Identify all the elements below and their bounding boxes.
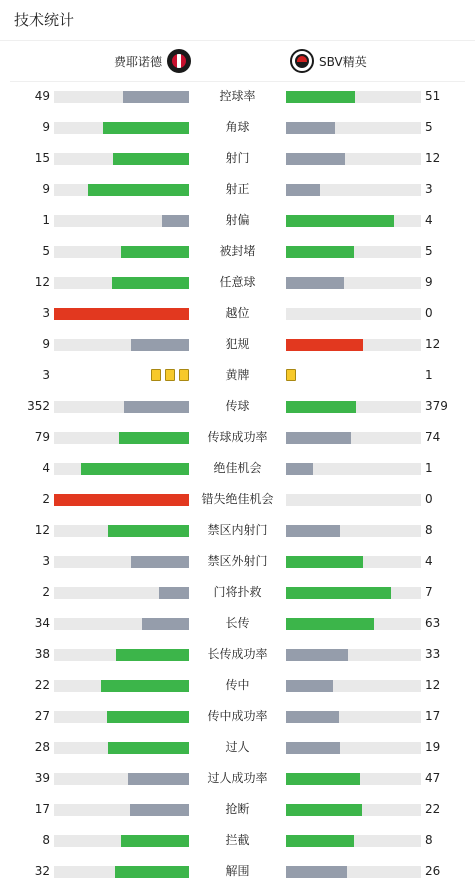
away-bar-track bbox=[286, 525, 421, 537]
stat-row bbox=[0, 856, 475, 887]
stat-row bbox=[0, 639, 475, 670]
home-bar-fill bbox=[112, 277, 189, 289]
away-bar-track bbox=[286, 153, 421, 165]
home-bar-fill bbox=[101, 680, 189, 692]
home-stat-value: 34 bbox=[34, 616, 50, 630]
stat-row bbox=[0, 484, 475, 515]
yellow-card-icon bbox=[179, 369, 189, 381]
away-bar-fill bbox=[286, 339, 363, 351]
stat-label: 过人 bbox=[225, 740, 250, 754]
home-bar-fill bbox=[159, 587, 189, 599]
home-bar-fill bbox=[54, 494, 189, 506]
away-stat-value: 1 bbox=[425, 368, 433, 382]
away-stat-value: 5 bbox=[425, 120, 433, 134]
stat-label: 长传 bbox=[225, 616, 250, 630]
home-bar-fill bbox=[108, 525, 189, 537]
away-bar-track bbox=[286, 804, 421, 816]
stat-row bbox=[0, 546, 475, 577]
away-bar-track bbox=[286, 773, 421, 785]
stat-row bbox=[0, 391, 475, 422]
away-stat-value: 51 bbox=[425, 89, 441, 103]
home-bar-track bbox=[54, 835, 189, 847]
away-bar-track bbox=[286, 742, 421, 754]
home-bar-track bbox=[54, 184, 189, 196]
home-stat-value: 5 bbox=[42, 244, 50, 258]
away-yellow-cards bbox=[286, 369, 296, 382]
away-bar-fill bbox=[286, 246, 354, 258]
away-bar-track bbox=[286, 494, 421, 506]
home-bar-track bbox=[54, 556, 189, 568]
away-stat-value: 19 bbox=[425, 740, 441, 754]
home-bar-fill bbox=[107, 711, 189, 723]
away-bar-track bbox=[286, 277, 421, 289]
stat-row bbox=[0, 174, 475, 205]
away-bar-track bbox=[286, 246, 421, 258]
away-stat-value: 12 bbox=[425, 151, 441, 165]
stat-label: 射门 bbox=[225, 151, 250, 165]
stat-label: 被封堵 bbox=[219, 244, 256, 258]
home-stat-value: 12 bbox=[34, 523, 50, 537]
away-bar-fill bbox=[286, 587, 391, 599]
away-stat-value: 22 bbox=[425, 802, 441, 816]
home-stat-value: 9 bbox=[42, 337, 50, 351]
home-bar-fill bbox=[113, 153, 189, 165]
home-bar-fill bbox=[128, 773, 189, 785]
away-stat-value: 12 bbox=[425, 337, 441, 351]
stat-row bbox=[0, 205, 475, 236]
away-team-header bbox=[290, 48, 367, 74]
away-bar-track bbox=[286, 308, 421, 320]
stat-label: 抢断 bbox=[225, 802, 250, 816]
home-stat-value: 3 bbox=[42, 306, 50, 320]
away-stat-value: 3 bbox=[425, 182, 433, 196]
home-bar-track bbox=[54, 308, 189, 320]
away-bar-fill bbox=[286, 432, 351, 444]
stat-row bbox=[0, 608, 475, 639]
stat-row bbox=[0, 112, 475, 143]
stat-label: 犯规 bbox=[225, 337, 250, 351]
away-bar-fill bbox=[286, 556, 363, 568]
away-bar-track bbox=[286, 432, 421, 444]
stat-label: 射偏 bbox=[225, 213, 250, 227]
away-bar-fill bbox=[286, 680, 333, 692]
home-stat-value: 4 bbox=[42, 461, 50, 475]
stat-row bbox=[0, 143, 475, 174]
home-bar-track bbox=[54, 649, 189, 661]
stat-row bbox=[0, 267, 475, 298]
stat-row bbox=[0, 701, 475, 732]
stat-label: 禁区内射门 bbox=[207, 523, 268, 537]
home-bar-track bbox=[54, 339, 189, 351]
stat-row bbox=[0, 360, 475, 391]
away-bar-fill bbox=[286, 742, 340, 754]
stat-label: 绝佳机会 bbox=[213, 461, 262, 475]
away-stat-value: 4 bbox=[425, 554, 433, 568]
away-bar-track bbox=[286, 618, 421, 630]
away-stat-value: 7 bbox=[425, 585, 433, 599]
stat-row bbox=[0, 236, 475, 267]
stat-label: 拦截 bbox=[225, 833, 250, 847]
home-bar-track bbox=[54, 773, 189, 785]
away-bar-fill bbox=[286, 277, 344, 289]
home-bar-track bbox=[54, 587, 189, 599]
home-bar-track bbox=[54, 215, 189, 227]
stat-label: 传球 bbox=[225, 399, 250, 413]
home-stat-value: 49 bbox=[34, 89, 50, 103]
home-stat-value: 2 bbox=[42, 492, 50, 506]
home-bar-fill bbox=[115, 866, 189, 878]
stat-label: 传中 bbox=[225, 678, 250, 692]
away-stat-value: 0 bbox=[425, 492, 433, 506]
title-divider bbox=[0, 40, 475, 41]
away-bar-track bbox=[286, 866, 421, 878]
stat-row bbox=[0, 577, 475, 608]
away-bar-fill bbox=[286, 649, 348, 661]
away-stat-value: 47 bbox=[425, 771, 441, 785]
away-bar-track bbox=[286, 711, 421, 723]
away-bar-fill bbox=[286, 804, 362, 816]
home-stat-value: 28 bbox=[34, 740, 50, 754]
home-bar-fill bbox=[130, 804, 189, 816]
home-bar-fill bbox=[81, 463, 189, 475]
stat-row bbox=[0, 763, 475, 794]
away-bar-track bbox=[286, 401, 421, 413]
home-stat-value: 9 bbox=[42, 120, 50, 134]
stat-label: 控球率 bbox=[219, 89, 256, 103]
away-stat-value: 17 bbox=[425, 709, 441, 723]
away-bar-fill bbox=[286, 835, 354, 847]
away-stat-value: 9 bbox=[425, 275, 433, 289]
away-stat-value: 1 bbox=[425, 461, 433, 475]
home-bar-track bbox=[54, 463, 189, 475]
home-bar-fill bbox=[123, 91, 189, 103]
home-bar-fill bbox=[162, 215, 189, 227]
away-bar-track bbox=[286, 587, 421, 599]
home-bar-fill bbox=[88, 184, 189, 196]
home-bar-track bbox=[54, 494, 189, 506]
home-stat-value: 17 bbox=[34, 802, 50, 816]
page-title: 技术统计 bbox=[14, 11, 75, 29]
away-stat-value: 74 bbox=[425, 430, 441, 444]
home-bar-fill bbox=[131, 556, 189, 568]
stat-row bbox=[0, 329, 475, 360]
away-bar-track bbox=[286, 463, 421, 475]
away-bar-fill bbox=[286, 153, 345, 165]
home-stat-value: 352 bbox=[27, 399, 50, 413]
stat-row bbox=[0, 515, 475, 546]
home-yellow-cards bbox=[151, 369, 189, 382]
home-bar-fill bbox=[119, 432, 189, 444]
stat-label: 任意球 bbox=[219, 275, 256, 289]
stat-label: 射正 bbox=[225, 182, 250, 196]
stat-label: 过人成功率 bbox=[207, 771, 268, 785]
home-stat-value: 27 bbox=[34, 709, 50, 723]
away-stat-value: 12 bbox=[425, 678, 441, 692]
away-bar-track bbox=[286, 835, 421, 847]
away-stat-value: 8 bbox=[425, 833, 433, 847]
stat-row bbox=[0, 422, 475, 453]
home-stat-value: 8 bbox=[42, 833, 50, 847]
home-stat-value: 1 bbox=[42, 213, 50, 227]
away-bar-fill bbox=[286, 711, 339, 723]
away-stat-value: 4 bbox=[425, 213, 433, 227]
home-stat-value: 15 bbox=[34, 151, 50, 165]
away-stat-value: 33 bbox=[425, 647, 441, 661]
home-stat-value: 22 bbox=[34, 678, 50, 692]
away-bar-fill bbox=[286, 215, 394, 227]
away-bar-fill bbox=[286, 866, 347, 878]
home-bar-fill bbox=[54, 308, 189, 320]
home-bar-track bbox=[54, 277, 189, 289]
stat-label: 错失绝佳机会 bbox=[201, 492, 274, 506]
stat-label: 长传成功率 bbox=[207, 647, 268, 661]
away-bar-fill bbox=[286, 91, 355, 103]
away-stat-value: 26 bbox=[425, 864, 441, 878]
away-bar-fill bbox=[286, 773, 360, 785]
home-bar-track bbox=[54, 742, 189, 754]
away-bar-fill bbox=[286, 525, 340, 537]
home-bar-fill bbox=[124, 401, 189, 413]
home-stat-value: 3 bbox=[42, 368, 50, 382]
away-bar-track bbox=[286, 215, 421, 227]
home-stat-value: 38 bbox=[34, 647, 50, 661]
away-stat-value: 5 bbox=[425, 244, 433, 258]
home-bar-track bbox=[54, 91, 189, 103]
away-bar-track bbox=[286, 122, 421, 134]
away-bar-track bbox=[286, 339, 421, 351]
excelsior-badge-icon bbox=[290, 49, 314, 73]
away-bar-fill bbox=[286, 122, 335, 134]
home-bar-track bbox=[54, 401, 189, 413]
home-stat-value: 39 bbox=[34, 771, 50, 785]
away-bar-fill bbox=[286, 184, 320, 196]
away-bar-fill bbox=[286, 401, 356, 413]
home-team-header bbox=[114, 48, 191, 74]
yellow-card-icon bbox=[286, 369, 296, 381]
home-stat-value: 2 bbox=[42, 585, 50, 599]
away-stat-value: 379 bbox=[425, 399, 448, 413]
away-bar-track bbox=[286, 556, 421, 568]
stat-label: 解围 bbox=[225, 864, 250, 878]
home-stat-value: 3 bbox=[42, 554, 50, 568]
away-stat-value: 8 bbox=[425, 523, 433, 537]
home-bar-track bbox=[54, 711, 189, 723]
home-bar-track bbox=[54, 525, 189, 537]
home-stat-value: 12 bbox=[34, 275, 50, 289]
yellow-card-icon bbox=[165, 369, 175, 381]
home-bar-track bbox=[54, 432, 189, 444]
stat-row bbox=[0, 670, 475, 701]
stat-row bbox=[0, 298, 475, 329]
home-bar-fill bbox=[121, 246, 189, 258]
stat-label: 传中成功率 bbox=[207, 709, 268, 723]
home-team-name: 费耶诺德 bbox=[114, 54, 163, 69]
home-stat-value: 9 bbox=[42, 182, 50, 196]
stat-label: 越位 bbox=[225, 306, 250, 320]
away-bar-track bbox=[286, 680, 421, 692]
yellow-card-icon bbox=[151, 369, 161, 381]
stat-row bbox=[0, 453, 475, 484]
home-bar-track bbox=[54, 866, 189, 878]
stat-row bbox=[0, 81, 475, 112]
home-bar-fill bbox=[131, 339, 189, 351]
home-bar-track bbox=[54, 153, 189, 165]
away-bar-track bbox=[286, 649, 421, 661]
home-bar-fill bbox=[108, 742, 189, 754]
home-bar-fill bbox=[142, 618, 189, 630]
stat-label: 传球成功率 bbox=[207, 430, 268, 444]
stat-label: 角球 bbox=[225, 120, 250, 134]
home-bar-track bbox=[54, 122, 189, 134]
stat-label: 门将扑救 bbox=[213, 585, 262, 599]
away-team-name: SBV精英 bbox=[319, 54, 367, 69]
away-bar-track bbox=[286, 91, 421, 103]
away-stat-value: 0 bbox=[425, 306, 433, 320]
away-bar-track bbox=[286, 184, 421, 196]
home-bar-fill bbox=[121, 835, 189, 847]
home-bar-track bbox=[54, 246, 189, 258]
home-stat-value: 79 bbox=[34, 430, 50, 444]
stats-list bbox=[0, 81, 475, 887]
home-bar-track bbox=[54, 804, 189, 816]
stat-label: 禁区外射门 bbox=[207, 554, 268, 568]
stat-label: 黄牌 bbox=[225, 368, 250, 382]
home-stat-value: 32 bbox=[34, 864, 50, 878]
home-bar-track bbox=[54, 680, 189, 692]
feyenoord-badge-icon bbox=[167, 49, 191, 73]
away-bar-fill bbox=[286, 463, 313, 475]
stat-row bbox=[0, 825, 475, 856]
stat-row bbox=[0, 794, 475, 825]
away-bar-fill bbox=[286, 618, 374, 630]
stat-row bbox=[0, 732, 475, 763]
away-stat-value: 63 bbox=[425, 616, 441, 630]
home-bar-fill bbox=[103, 122, 189, 134]
home-bar-track bbox=[54, 618, 189, 630]
home-bar-fill bbox=[116, 649, 189, 661]
